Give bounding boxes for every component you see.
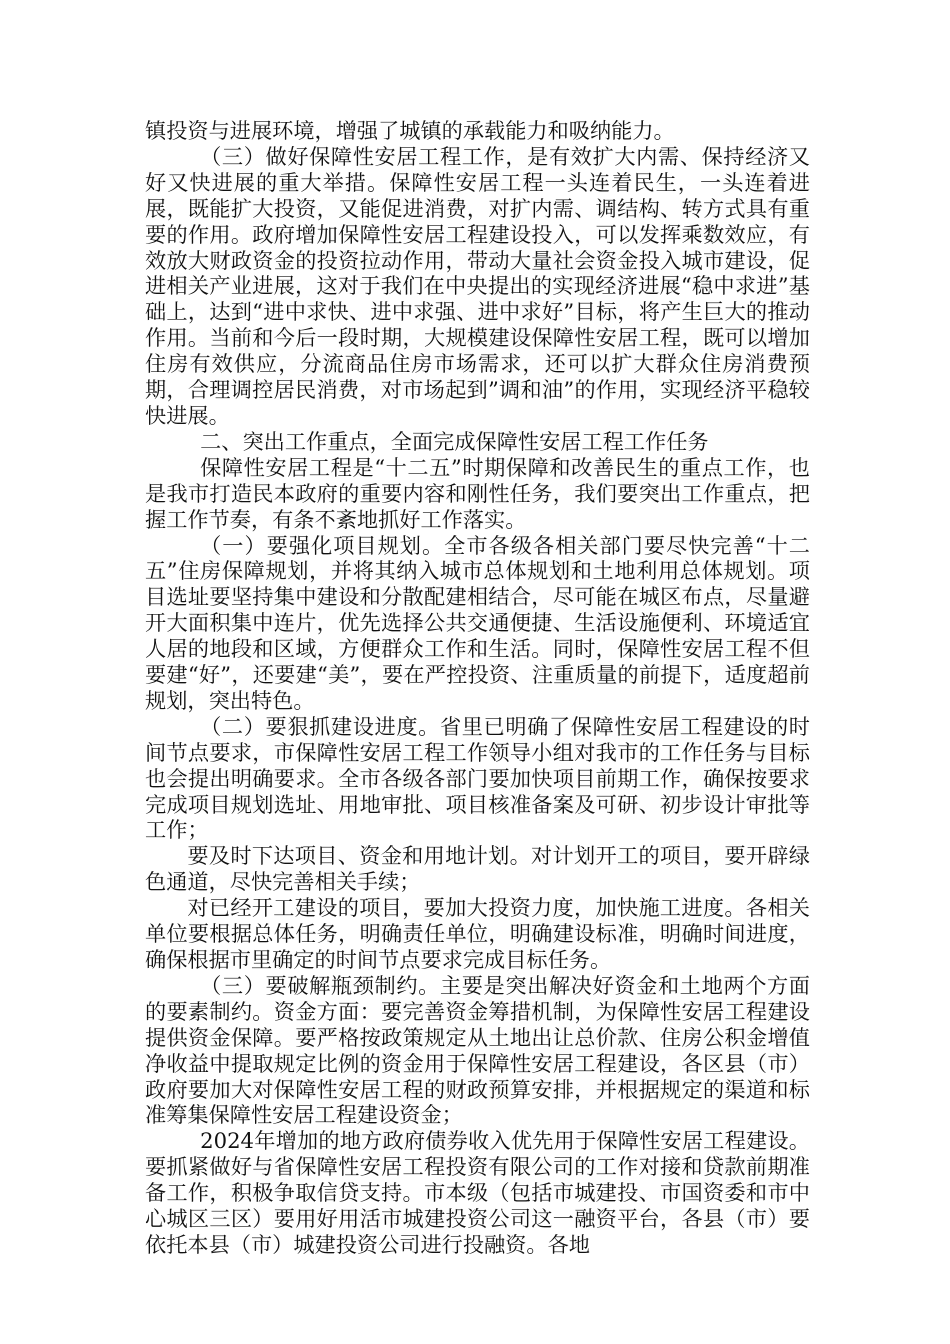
paragraph-7: 对已经开工建设的项目，要加大投资力度，加快施工进度。各相关单位要根据总体任务，明确责任单位，明确建设标准，明确时间进度，确保根据市里确定的时间节点要求完成目标任务。 xyxy=(145,895,810,972)
paragraph-4: （一）要强化项目规划。全市各级各相关部门要尽快完善“十二五”住房保障规划，并将其纳入城市总体规划和土地利用总体规划。项目选址要坚持集中建设和分散配建相结合，尽可能在城区布点，尽量避开大面积集中连片，优先选择公共交通便捷、生活设施便利、环境适宜人居的地段和区域，方便群众工作和生活。同时，保障性安居工程不但要建“好”，还要建“美”，要在严控投资、注重质量的前提下，适度超前规划，突出特色。 xyxy=(145,532,810,713)
paragraph-8: （三）要破解瓶颈制约。主要是突出解决好资金和土地两个方面的要素制约。资金方面：要完善资金筹措机制，为保障性安居工程建设提供资金保障。要严格按政策规定从土地出让总价款、住房公积金增值净收益中提取规定比例的资金用于保障性安居工程建设，各区县（市）政府要加大对保障性安居工程的财政预算安排，并根据规定的渠道和标准筹集保障性安居工程建设资金； xyxy=(145,972,810,1128)
paragraph-6: 要及时下达项目、资金和用地计划。对计划开工的项目，要开辟绿色通道，尽快完善相关手续； xyxy=(145,843,810,895)
section-heading: 二、突出工作重点，全面完成保障性安居工程工作任务 xyxy=(200,428,709,454)
paragraph-1: 镇投资与进展环境，增强了城镇的承载能力和吸纳能力。 xyxy=(145,118,675,143)
paragraph-3: 保障性安居工程是“十二五”时期保障和改善民生的重点工作，也是我市打造民本政府的重要内容和刚性任务，我们要突出工作重点，把握工作节奏，有条不紊地抓好工作落实。 xyxy=(145,454,810,532)
paragraph-9: 2024年增加的地方政府债券收入优先用于保障性安居工程建设。要抓紧做好与省保障性安居工程投资有限公司的工作对接和贷款前期准备工作，积极争取信贷支持。市本级（包括市城建投、市国资委和市中心城区三区）要用好用活市城建投资公司这一融资平台，各县（市）要依托本县（市）城建投资公司进行投融资。各地 xyxy=(145,1128,810,1257)
paragraph-2: （三）做好保障性安居工程工作，是有效扩大内需、保持经济又好又快进展的重大举措。保障性安居工程一头连着民生，一头连着进展，既能扩大投资，又能促进消费，对扩内需、调结构、转方式具有重要的作用。政府增加保障性安居工程建设投入，可以发挥乘数效应，有效放大财政资金的投资拉动作用，带动大量社会资金投入城市建设，促进相关产业进展，这对于我们在中央提出的实现经济进展“稳中求进”基础上，达到“进中求快、进中求强、进中求好”目标，将产生巨大的推动作用。当前和今后一段时期，大规模建设保障性安居工程，既可以增加住房有效供应，分流商品住房市场需求，还可以扩大群众住房消费预期，合理调控居民消费，对市场起到”调和油”的作用，实现经济平稳较快进展。 xyxy=(145,143,810,428)
paragraph-5: （二）要狠抓建设进度。省里已明确了保障性安居工程建设的时间节点要求，市保障性安居工程工作领导小组对我市的工作任务与目标也会提出明确要求。全市各级各部门要加快项目前期工作，确保按要求完成项目规划选址、用地审批、项目核准备案及可研、初步设计审批等工作； xyxy=(145,713,810,843)
document-body xyxy=(145,118,810,1258)
